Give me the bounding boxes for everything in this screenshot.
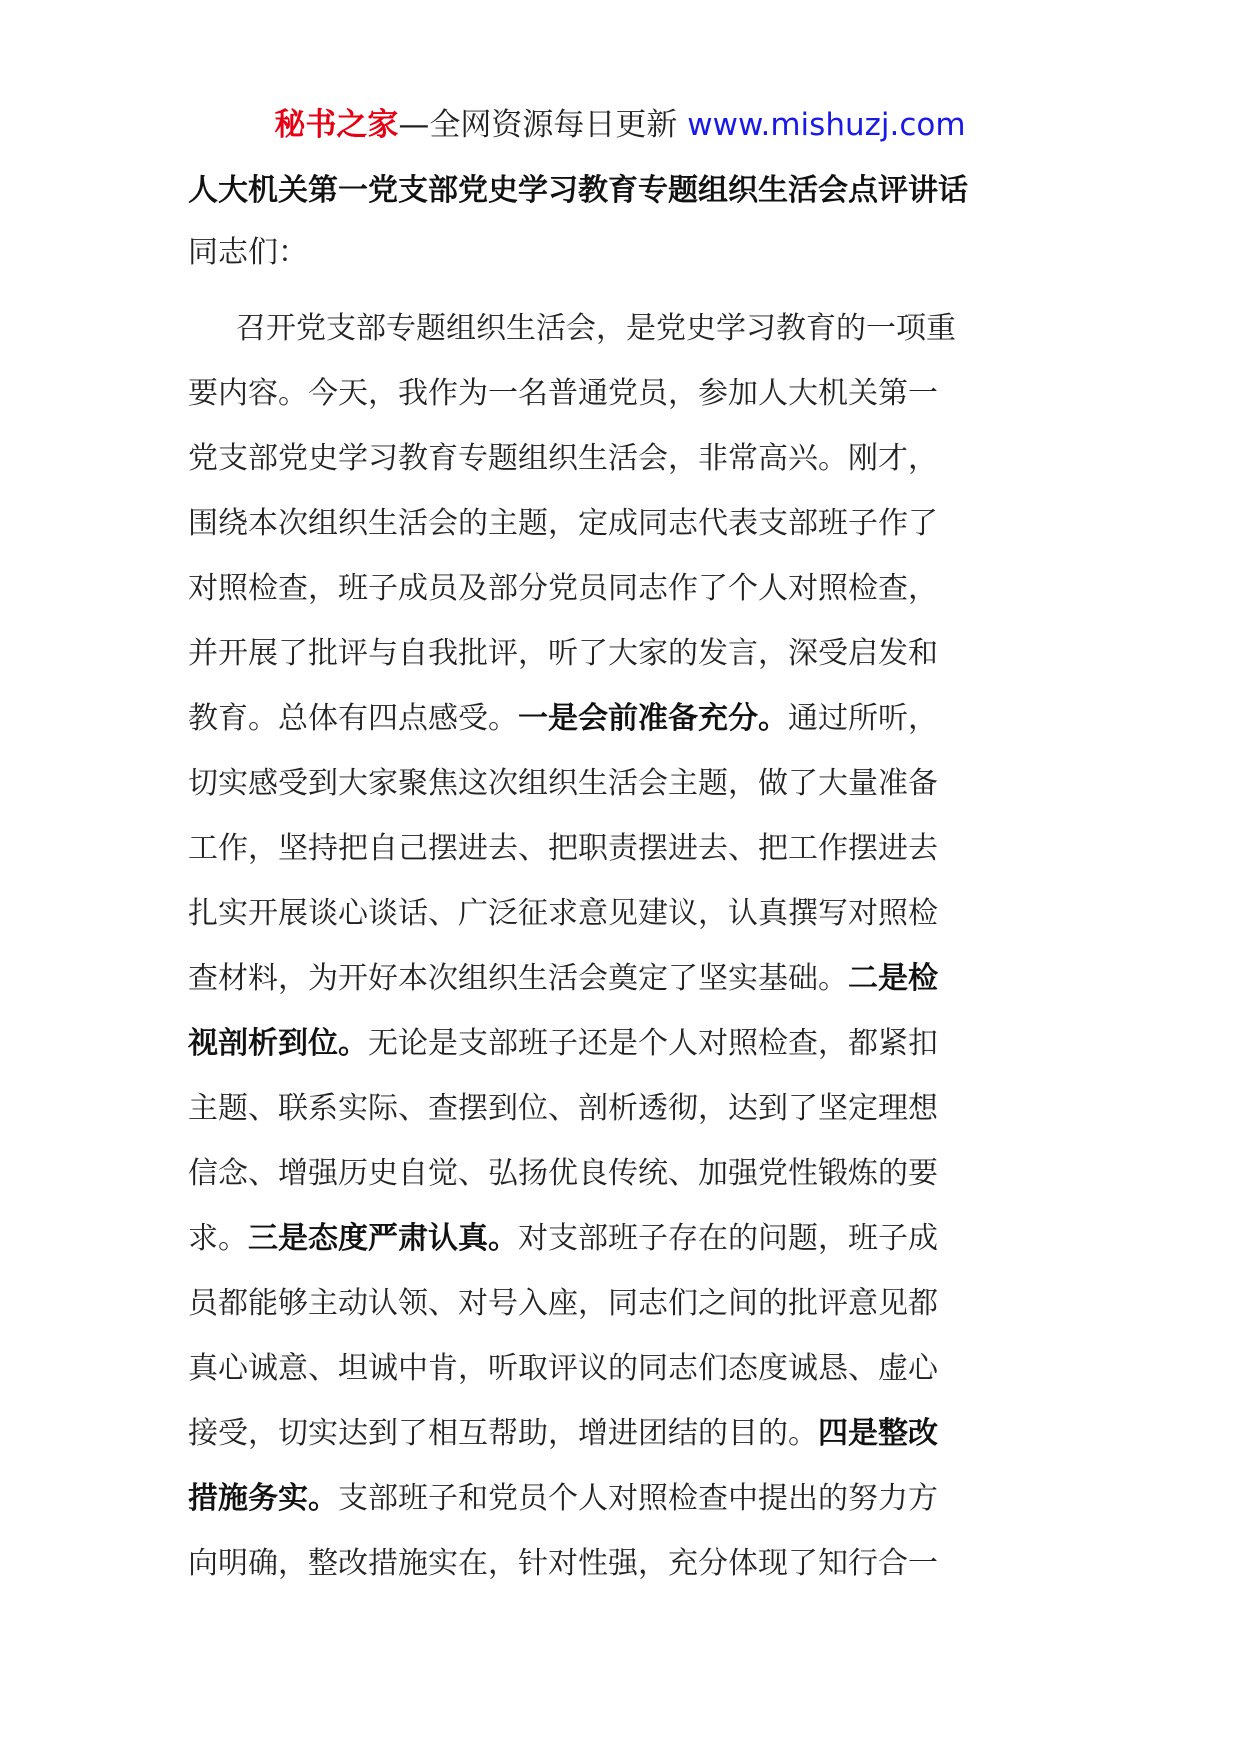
text-line [188,1076,1058,1141]
text-segment: 接受，切实达到了相互帮助，增进团结的目的。 [188,1416,818,1451]
text-segment: 并开展了批评与自我批评，听了大家的发言，深受启发和 [188,636,938,671]
text-line [188,946,1058,1011]
text-line [188,296,1058,361]
site-tagline: —全网资源每日更新 [398,107,688,143]
text-segment: 真心诚意、坦诚中肯，听取评议的同志们态度诚恳、虚心 [188,1351,938,1386]
text-line [188,361,1058,426]
text-line [188,686,1058,751]
document-title: 人大机关第一党支部党史学习教育专题组织生活会点评讲话 [188,173,968,208]
text-line [188,426,1058,491]
text-segment: 员都能够主动认领、对号入座，同志们之间的批评意见都 [188,1286,938,1321]
text-segment: 党支部党史学习教育专题组织生活会，非常高兴。刚才， [188,441,938,476]
text-segment: 信念、增强历史自觉、弘扬优良传统、加强党性锻炼的要 [188,1156,938,1191]
text-segment: 无论是支部班子还是个人对照检查，都紧扣 [368,1026,938,1061]
text-line [188,1466,1058,1531]
text-segment: 工作，坚持把自己摆进去、把职责摆进去、把工作摆进去 [188,831,938,866]
text-line [188,1141,1058,1206]
point-heading: 三是态度严肃认真。 [248,1221,518,1256]
text-segment: 支部班子和党员个人对照检查中提出的努力方 [338,1481,938,1516]
text-segment: 教育。总体有四点感受。 [188,701,518,736]
point-heading: 二是检 [848,961,938,996]
text-line [188,491,1058,556]
point-heading: 四是整改 [818,1416,938,1451]
text-line [188,621,1058,686]
salutation: 同志们： [188,235,308,270]
site-url-link[interactable]: www.mishuzj.com [687,107,966,143]
text-segment: 查材料，为开好本次组织生活会奠定了坚实基础。 [188,961,848,996]
text-segment: 切实感受到大家聚焦这次组织生活会主题，做了大量准备 [188,766,938,801]
text-segment: 召开党支部专题组织生活会，是党史学习教育的一项重 [236,311,956,346]
text-line [188,816,1058,881]
text-line [188,1011,1058,1076]
text-segment: 对支部班子存在的问题，班子成 [518,1221,938,1256]
text-line [188,1206,1058,1271]
text-line [188,556,1058,621]
text-segment: 向明确，整改措施实在，针对性强，充分体现了知行合一 [188,1546,938,1581]
point-heading: 措施务实。 [188,1481,338,1516]
site-brand: 秘书之家 [274,107,399,143]
site-header [0,100,1240,150]
text-line [188,1401,1058,1466]
text-segment: 通过所听， [788,701,938,736]
point-heading: 视剖析到位。 [188,1026,368,1061]
text-line [188,751,1058,816]
text-segment: 扎实开展谈心谈话、广泛征求意见建议，认真撰写对照检 [188,896,938,931]
text-segment: 求。 [188,1221,248,1256]
text-segment: 主题、联系实际、查摆到位、剖析透彻，达到了坚定理想 [188,1091,938,1126]
text-line [188,1271,1058,1336]
text-line [188,881,1058,946]
point-heading: 一是会前准备充分。 [518,701,788,736]
text-segment: 对照检查，班子成员及部分党员同志作了个人对照检查， [188,571,938,606]
text-segment: 围绕本次组织生活会的主题，定成同志代表支部班子作了 [188,506,938,541]
text-line [188,1336,1058,1401]
text-line [188,1531,1058,1596]
text-segment: 要内容。今天，我作为一名普通党员，参加人大机关第一 [188,376,938,411]
body-text [188,296,1058,1596]
